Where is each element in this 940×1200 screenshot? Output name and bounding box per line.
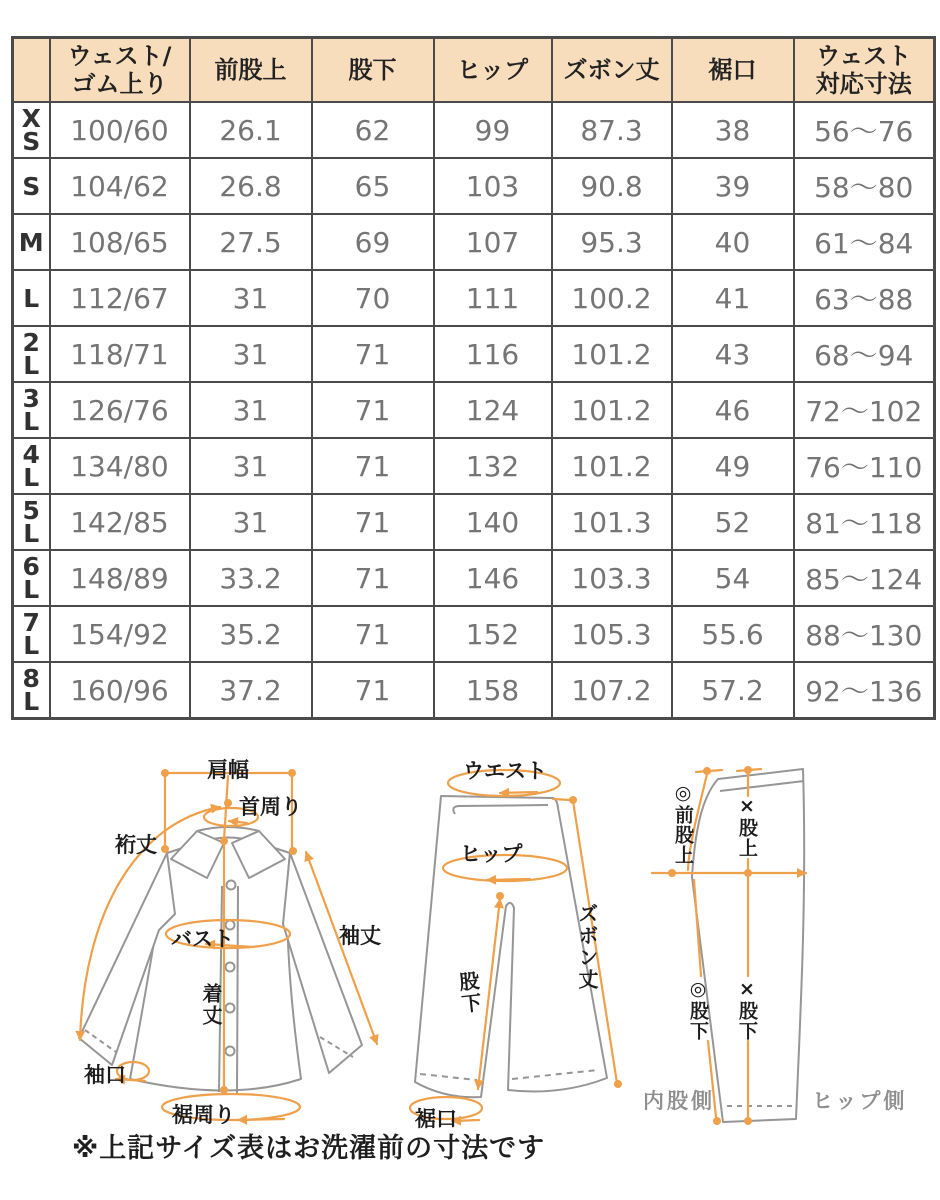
measurement-value: 103.3 [552,550,672,606]
measurement-value: 105.3 [552,606,672,662]
measurement-value: 39 [672,158,794,214]
column-header-pants_length: ズボン丈 [552,38,672,103]
measurement-value: 107 [434,214,552,270]
measurement-value: 134/80 [50,438,190,494]
size-label: 7 L [13,606,50,662]
shirt-button [226,1047,235,1056]
size-label: 2 L [13,326,50,382]
column-header-front_rise: 前股上 [190,38,312,103]
measurement-value: 108/65 [50,214,190,270]
size-label: S [13,158,50,214]
label-neck-around: 首周り [239,795,302,819]
measurement-value: 38 [672,102,794,158]
measurement-diagram [0,735,940,1145]
size-label: 4 L [13,438,50,494]
column-header-inseam: 股下 [312,38,434,103]
measurement-value: 103 [434,158,552,214]
measurement-value: 61～84 [794,214,935,270]
measurement-value: 31 [190,438,312,494]
size-row-L [13,270,935,326]
label-body-length: 着丈 [199,983,223,1027]
label-pants-length: ズボン丈 [575,903,599,991]
size-label: 8 L [13,662,50,719]
label-hem-around: 裾周り [172,1103,235,1127]
measurement-value: 101.3 [552,494,672,550]
measurement-value: 56～76 [794,102,935,158]
measurement-value: 62 [312,102,434,158]
shirt-drawing [79,827,362,1093]
measurement-value: 71 [312,662,434,719]
measurement-value: 26.8 [190,158,312,214]
measurement-value: 71 [312,606,434,662]
column-header-hip: ヒップ [434,38,552,103]
measurement-value: 37.2 [190,662,312,719]
label-inseam-inner: ◎股下 [687,978,709,1041]
size-row-7L [13,606,935,662]
size-row-M [13,214,935,270]
measurement-value: 140 [434,494,552,550]
measurement-value: 107.2 [552,662,672,719]
label-hip: ヒップ [460,842,523,866]
measurement-value: 87.3 [552,102,672,158]
measurement-value: 54 [672,550,794,606]
measurement-value: 104/62 [50,158,190,214]
measurement-value: 33.2 [190,550,312,606]
label-hem-opening: 裾口 [415,1107,457,1131]
measurement-value: 52 [672,494,794,550]
measurement-value: 72～102 [794,382,935,438]
measurement-value: 90.8 [552,158,672,214]
size-table [11,36,936,720]
label-bust: バスト [171,927,234,951]
label-yuki-length: 裄丈 [115,833,157,857]
measurement-value: 68～94 [794,326,935,382]
measurement-value: 55.6 [672,606,794,662]
measurement-value: 63～88 [794,270,935,326]
measurement-value: 43 [672,326,794,382]
measurement-value: 81～118 [794,494,935,550]
size-row-3L [13,382,935,438]
measurement-value: 118/71 [50,326,190,382]
measurement-value: 26.1 [190,102,312,158]
size-label: 3 L [13,382,50,438]
measurement-value: 65 [312,158,434,214]
label-sleeve-length: 袖丈 [339,924,381,948]
measurement-value: 111 [434,270,552,326]
size-label: 6 L [13,550,50,606]
size-label: M [13,214,50,270]
measurement-value: 71 [312,550,434,606]
size-row-4L [13,438,935,494]
size-row-6L [13,550,935,606]
shirt-button [227,881,236,890]
column-header-waist_elastic: ウェスト/ ゴム上り [50,38,190,103]
pre-wash-note: ※上記サイズ表はお洗濯前の寸法です [72,1133,546,1164]
measurement-value: 124 [434,382,552,438]
measurement-value: 99 [434,102,552,158]
measurement-value: 70 [312,270,434,326]
measurement-value: 27.5 [190,214,312,270]
measurement-value: 101.2 [552,326,672,382]
size-label: 5 L [13,494,50,550]
column-header-waist_range: ウェスト 対応寸法 [794,38,935,103]
measurement-value: 41 [672,270,794,326]
measurement-value: 71 [312,494,434,550]
measurement-value: 31 [190,494,312,550]
measurement-value: 152 [434,606,552,662]
measurement-value: 132 [434,438,552,494]
size-table-header-row [13,38,935,103]
measurement-value: 112/67 [50,270,190,326]
measurement-value: 88～130 [794,606,935,662]
measurement-value: 92～136 [794,662,935,719]
measurement-value: 31 [190,270,312,326]
measurement-value: 71 [312,326,434,382]
measurement-value: 142/85 [50,494,190,550]
measurement-value: 46 [672,382,794,438]
measurement-value: 57.2 [672,662,794,719]
measurement-value: 116 [434,326,552,382]
label-inseam-hip: ×股下 [736,978,758,1041]
measurement-value: 100.2 [552,270,672,326]
measurement-value: 160/96 [50,662,190,719]
column-header-hem_opening: 裾口 [672,38,794,103]
shirt-button [226,1004,235,1013]
size-row-8L [13,662,935,719]
size-row-5L [13,494,935,550]
measurement-value: 101.2 [552,438,672,494]
measurement-value: 71 [312,438,434,494]
label-rise: ×股上 [736,795,758,858]
size-row-S [13,158,935,214]
label-front-rise: ◎前股上 [672,782,694,865]
size-label: X S [13,102,50,158]
label-inseam: 股下 [454,969,484,1017]
measurement-value: 58～80 [794,158,935,214]
label-hip-side: ヒップ側 [812,1089,908,1113]
measurement-value: 76～110 [794,438,935,494]
measurement-value: 35.2 [190,606,312,662]
measurement-value: 69 [312,214,434,270]
shirt-collar [197,827,259,831]
measurement-value: 40 [672,214,794,270]
measurement-value: 158 [434,662,552,719]
measurement-value: 71 [312,382,434,438]
measurement-value: 49 [672,438,794,494]
label-cuff-opening: 袖口 [84,1063,126,1087]
label-shoulder-width: 肩幅 [207,758,249,782]
label-inner-leg-side: 内股側 [643,1089,715,1113]
size-label: L [13,270,50,326]
size-table-body [13,102,935,719]
measurement-value: 95.3 [552,214,672,270]
measurement-value: 31 [190,382,312,438]
measurement-value: 101.2 [552,382,672,438]
measurement-value: 126/76 [50,382,190,438]
size-row-2L [13,326,935,382]
measurement-value: 146 [434,550,552,606]
label-waist: ウエスト [463,759,547,783]
measurement-value: 31 [190,326,312,382]
corner-cell [13,38,50,103]
measurement-value: 85～124 [794,550,935,606]
size-row-XS [13,102,935,158]
shirt-button [226,963,235,972]
measurement-value: 148/89 [50,550,190,606]
measurement-value: 154/92 [50,606,190,662]
measurement-value: 100/60 [50,102,190,158]
